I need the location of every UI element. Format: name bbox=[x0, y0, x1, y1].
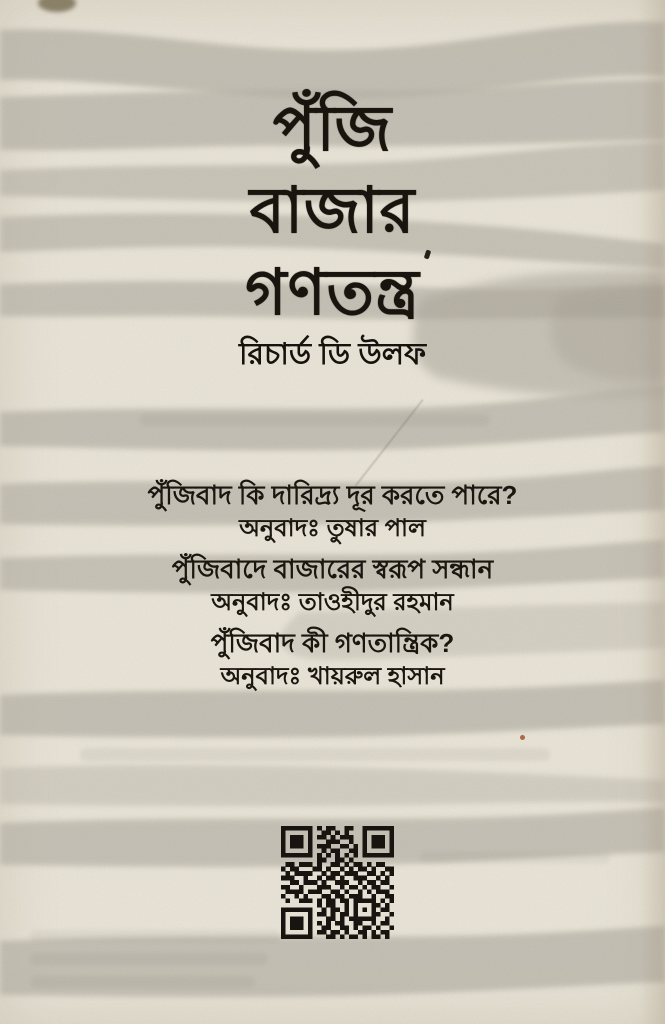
essay-translator: অনুবাদঃ তাওহীদুর রহমান bbox=[211, 589, 454, 616]
essay-translator: অনুবাদঃ তুষার পাল bbox=[239, 515, 426, 542]
author-name: রিচার্ড ডি উলফ bbox=[238, 338, 427, 371]
essay-list bbox=[0, 479, 665, 701]
book-title-line-1: পুঁজি bbox=[272, 94, 393, 164]
essay-title: পুঁজিবাদে বাজারের স্বরূপ সন্ধান bbox=[171, 554, 494, 584]
essay-translator: অনুবাদঃ খায়রুল হাসান bbox=[220, 663, 445, 690]
essay-entry bbox=[0, 479, 665, 545]
essay-entry bbox=[0, 553, 665, 619]
essay-title: পুঁজিবাদ কি দারিদ্র্য দূর করতে পারে? bbox=[147, 480, 518, 510]
book-title-line-2: বাজার bbox=[249, 176, 416, 246]
essay-title: পুঁজিবাদ কী গণতান্ত্রিক? bbox=[210, 628, 455, 658]
qr-code bbox=[281, 825, 394, 940]
book-title-line-3: গণতন্ত্র bbox=[245, 258, 420, 328]
book-title bbox=[0, 88, 665, 334]
essay-entry bbox=[0, 627, 665, 693]
